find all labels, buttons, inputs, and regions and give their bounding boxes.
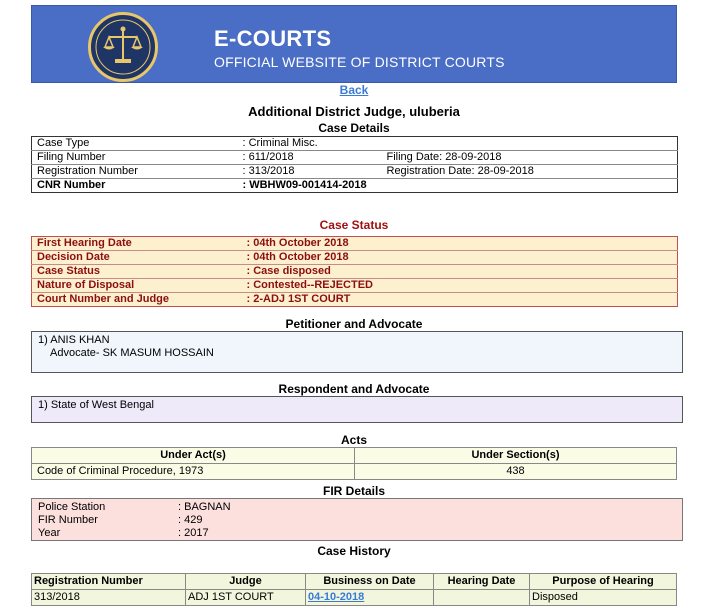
table-row (32, 237, 678, 251)
table-row (32, 265, 678, 279)
case-status-title: Case Status (319, 218, 389, 232)
case-details-table (31, 136, 678, 193)
site-subtitle: OFFICIAL WEBSITE OF DISTRICT COURTS (214, 54, 505, 70)
table-row (32, 137, 678, 151)
column-header: Purpose of Hearing (530, 574, 677, 590)
status-value: : 04th October 2018 (242, 237, 678, 251)
status-label: Court Number and Judge (37, 293, 170, 305)
petitioner-title: Petitioner and Advocate (285, 317, 423, 331)
fir-label: Year (38, 527, 61, 539)
history-judge: ADJ 1ST COURT (186, 590, 306, 606)
status-value: : 2-ADJ 1ST COURT (246, 293, 351, 305)
table-row (32, 279, 678, 293)
case-history-table (31, 573, 677, 606)
table-row (32, 464, 677, 480)
fir-box (31, 498, 683, 541)
fir-row (38, 501, 676, 514)
petitioner-name: 1) ANIS KHAN (38, 334, 110, 346)
status-value: : 04th October 2018 (242, 251, 678, 265)
status-label: Case Status (32, 265, 242, 279)
status-value: : Case disposed (242, 265, 678, 279)
header-banner (31, 5, 677, 83)
act-section: 438 (355, 464, 677, 480)
status-value: : Contested--REJECTED (242, 279, 678, 293)
fir-value: : 2017 (178, 527, 209, 539)
fir-row (38, 527, 676, 540)
case-type-value: : Criminal Misc. (238, 137, 382, 151)
history-registration: 313/2018 (32, 590, 186, 606)
status-label: Nature of Disposal (32, 279, 242, 293)
registration-number-label: Registration Number (32, 165, 238, 179)
table-row (32, 590, 677, 606)
acts-title: Acts (340, 433, 367, 447)
fir-title: FIR Details (322, 484, 385, 498)
site-title: E-COURTS (214, 26, 332, 51)
court-name: Additional District Judge, uluberia (248, 104, 460, 119)
fir-row (38, 514, 676, 527)
table-row (32, 151, 678, 165)
case-history-title: Case History (317, 544, 391, 558)
ecourts-emblem-icon (88, 12, 158, 82)
table-row (32, 251, 678, 265)
respondent-name: 1) State of West Bengal (38, 399, 154, 411)
case-type-label: Case Type (32, 137, 238, 151)
table-row (32, 293, 678, 307)
history-business-cell (306, 590, 434, 606)
back-link[interactable]: Back (339, 83, 369, 97)
column-header: Hearing Date (434, 574, 530, 590)
act-name: Code of Criminal Procedure, 1973 (32, 464, 355, 480)
case-details-title: Case Details (318, 121, 390, 135)
registration-number-value: : 313/2018 (238, 165, 382, 179)
table-row (32, 165, 678, 179)
fir-label: FIR Number (38, 514, 98, 526)
history-purpose: Disposed (530, 590, 677, 606)
filing-number-value: : 611/2018 (238, 151, 382, 165)
petitioner-box (31, 331, 683, 373)
respondent-title: Respondent and Advocate (278, 382, 430, 396)
table-header-row (32, 574, 677, 590)
petitioner-advocate: Advocate- SK MASUM HOSSAIN (50, 347, 214, 359)
column-header: Judge (186, 574, 306, 590)
registration-date: Registration Date: 28-09-2018 (382, 165, 678, 179)
case-status-table (31, 236, 678, 307)
business-date-link[interactable]: 04-10-2018 (308, 591, 365, 603)
cnr-label: CNR Number (37, 179, 106, 191)
filing-date: Filing Date: 28-09-2018 (382, 151, 678, 165)
cnr-value: : WBHW09-001414-2018 (242, 179, 367, 191)
history-hearing-date (434, 590, 530, 606)
respondent-box (31, 396, 683, 423)
fir-label: Police Station (38, 501, 106, 513)
status-label: First Hearing Date (32, 237, 242, 251)
fir-value: : 429 (178, 514, 203, 526)
acts-table (31, 447, 677, 480)
filing-number-label: Filing Number (32, 151, 238, 165)
column-header: Business on Date (306, 574, 434, 590)
column-header: Under Section(s) (355, 448, 677, 464)
status-label: Decision Date (32, 251, 242, 265)
table-row (32, 179, 678, 193)
column-header: Under Act(s) (32, 448, 355, 464)
table-header-row (32, 448, 677, 464)
fir-value: : BAGNAN (178, 501, 231, 513)
column-header: Registration Number (32, 574, 186, 590)
